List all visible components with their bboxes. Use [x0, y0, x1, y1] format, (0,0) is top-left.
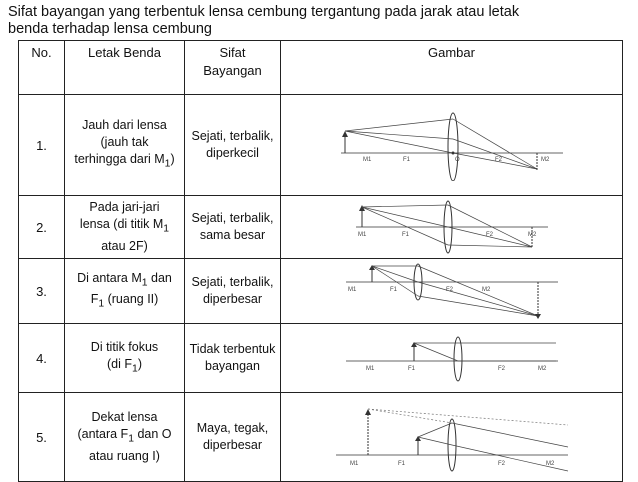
- table-header-row: [19, 41, 623, 95]
- sifat-text: Tidak terbentuk: [189, 342, 276, 356]
- header-no: No.: [19, 41, 65, 95]
- sifat-text: diperbesar: [202, 292, 263, 306]
- sifat-text: Maya, tegak,: [196, 421, 269, 435]
- label-m1: M1: [347, 287, 356, 293]
- intro-line-2: benda terhadap lensa cembung: [8, 21, 212, 37]
- label-m1: M1: [362, 157, 371, 163]
- sifat-text: Sejati, terbalik,: [191, 211, 274, 225]
- label-f1: F1: [389, 287, 397, 293]
- label-f2: F2: [485, 232, 493, 238]
- label-m2: M2: [540, 157, 549, 163]
- lens-table: [18, 40, 623, 482]
- table-row: [19, 196, 623, 259]
- sifat-cell: [185, 95, 281, 196]
- header-sifat-line1: Sifat: [219, 45, 246, 60]
- letak-text: atau ruang I): [89, 448, 160, 463]
- sifat-text: sama besar: [199, 228, 266, 242]
- sifat-text: bayangan: [205, 359, 260, 373]
- ray-diagram-5: [332, 399, 572, 475]
- header-sifat: [185, 41, 281, 95]
- letak-text: dan O: [133, 427, 172, 442]
- row-number: 2.: [19, 196, 65, 259]
- letak-text: lensa (di titik M: [79, 217, 164, 232]
- header-gambar: Gambar: [281, 41, 623, 95]
- label-o: O: [454, 157, 460, 163]
- letak-cell: [65, 393, 185, 482]
- letak-text: terhingga dari M: [74, 152, 165, 167]
- sifat-cell: [185, 196, 281, 259]
- letak-text: Jauh dari lensa: [82, 118, 167, 133]
- label-m2: M2: [527, 232, 536, 238]
- diagram-cell: [281, 324, 623, 393]
- letak-text: ): [170, 152, 175, 167]
- subscript: 1: [132, 363, 138, 375]
- sifat-text: Sejati, terbalik,: [191, 129, 274, 143]
- row-number: 1.: [19, 95, 65, 196]
- letak-text: atau 2F): [101, 238, 148, 253]
- letak-text: (antara F: [77, 427, 129, 442]
- diagram-cell: [281, 95, 623, 196]
- label-f1: F1: [407, 366, 415, 372]
- subscript: 1: [98, 298, 105, 310]
- letak-text: Pada jari-jari: [89, 200, 160, 215]
- label-f1: F1: [401, 232, 409, 238]
- subscript: 1: [163, 223, 170, 235]
- ray-diagram-1: [337, 109, 567, 181]
- label-m1: M1: [349, 461, 358, 467]
- sifat-cell: [185, 259, 281, 324]
- label-m2: M2: [481, 287, 490, 293]
- diagram-cell: [281, 259, 623, 324]
- header-letak: Letak Benda: [65, 41, 185, 95]
- row-number: 3.: [19, 259, 65, 324]
- table-row: [19, 393, 623, 482]
- letak-text: ): [137, 356, 142, 371]
- label-m2: M2: [545, 461, 554, 467]
- ray-diagram-4: [342, 333, 562, 383]
- label-f2: F2: [494, 157, 502, 163]
- label-f1: F1: [397, 461, 405, 467]
- letak-cell: [65, 324, 185, 393]
- diagram-cell: [281, 393, 623, 482]
- ray-diagram-2: [352, 199, 552, 255]
- label-m2: M2: [537, 366, 546, 372]
- diagram-cell: [281, 196, 623, 259]
- ray-diagram-3: [342, 262, 562, 320]
- sifat-cell: [185, 393, 281, 482]
- label-f1: F1: [402, 157, 410, 163]
- letak-text: Di antara M: [77, 270, 142, 285]
- sifat-cell: [185, 324, 281, 393]
- header-sifat-line2: Bayangan: [203, 63, 262, 78]
- sifat-text: Sejati, terbalik,: [191, 275, 274, 289]
- intro-line-1: Sifat bayangan yang terbentuk lensa cembung tergantung pada jarak atau letak: [8, 4, 520, 20]
- intro-text: [8, 4, 628, 38]
- subscript: 1: [141, 277, 148, 288]
- letak-text: (jauh tak: [100, 135, 149, 150]
- letak-cell: [65, 196, 185, 259]
- label-m1: M1: [365, 366, 374, 372]
- label-m1: M1: [357, 232, 366, 238]
- table-row: [19, 95, 623, 196]
- row-number: 5.: [19, 393, 65, 482]
- table-row: [19, 324, 623, 393]
- subscript: 1: [164, 158, 171, 170]
- letak-text: Dekat lensa: [91, 410, 158, 425]
- letak-text: F: [90, 292, 99, 306]
- sifat-text: diperkecil: [206, 146, 259, 160]
- letak-text: (ruang II): [104, 292, 159, 306]
- letak-cell: [65, 95, 185, 196]
- row-number: 4.: [19, 324, 65, 393]
- label-f2: F2: [445, 287, 453, 293]
- letak-text: dan: [147, 270, 172, 285]
- label-f2: F2: [497, 461, 505, 467]
- label-f2: F2: [497, 366, 505, 372]
- sifat-text: diperbesar: [202, 438, 263, 452]
- table-row: [19, 259, 623, 324]
- letak-cell: [65, 259, 185, 324]
- subscript: 1: [128, 433, 134, 445]
- letak-text: Di titik fokus: [90, 339, 159, 354]
- letak-text: (di F: [107, 356, 133, 371]
